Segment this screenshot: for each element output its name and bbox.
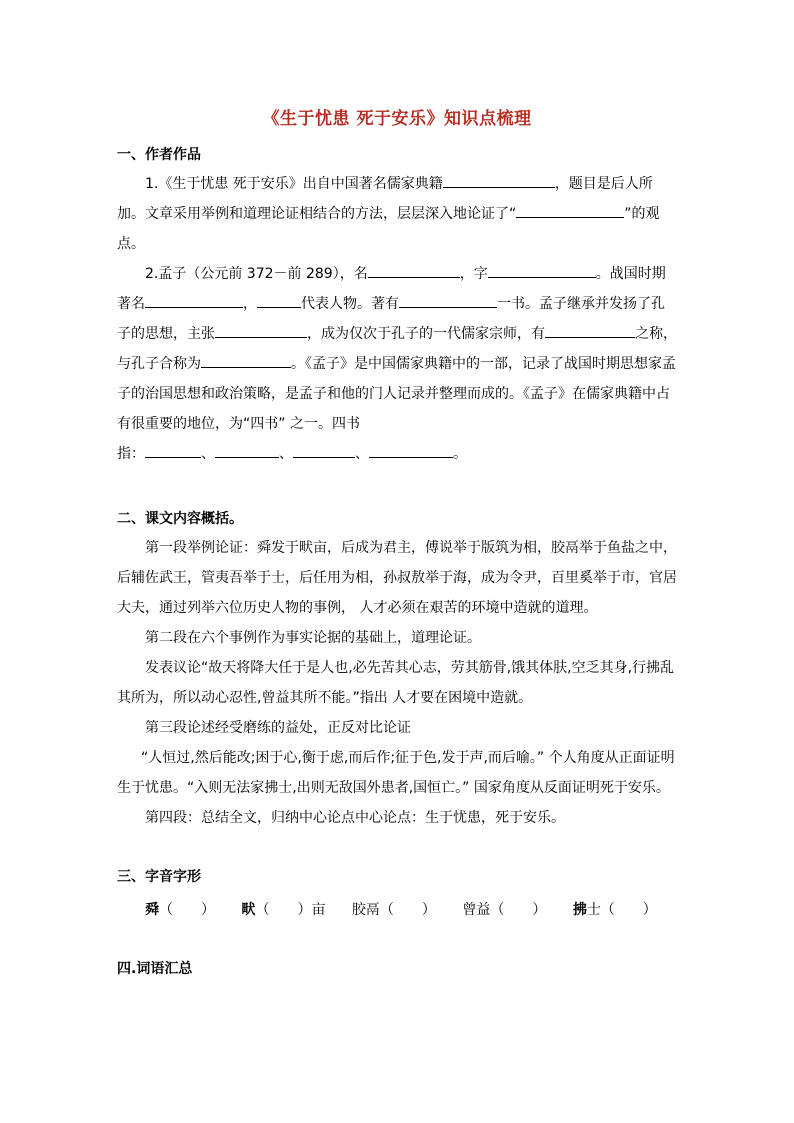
fill-blank[interactable] [145, 293, 243, 308]
section-2-paragraph-1: 第一段举例论证：舜发于畎亩，后成为君主，傅说举于版筑为相，胶鬲举于鱼盐之中，后辅佐武王，管夷吾举于士，后任用为相，孙叔敖举于海，成为令尹，百里奚举于市，官居大夫，通过列举六位历史人物的事例， 人才必须在艰苦的环境中造就的道理。 [117, 540, 677, 616]
character-item [145, 895, 215, 925]
text-segment: 。 [453, 446, 467, 462]
section-2-paragraph-4: 第三段论述经受磨练的益处，正反对比论证 [145, 720, 411, 736]
document-title: 《生于忧患 死于安乐》知识点梳理 [262, 109, 532, 129]
text-segment: 。《孟子》是中国儒家典籍中的一部，记录了战国时期思想家孟子的治国思想和政治策略，是孟子和他的门人记录并整理而成的。《孟子》在儒家典籍中占有很重要的地位，为“四书” 之一。四书 [117, 356, 676, 432]
section-1-heading: 一、作者作品 [117, 147, 201, 163]
character-item [352, 895, 436, 925]
section-2-paragraph-6: 第四段：总结全文，归纳中心论点中心论点：生于忧患，死于安乐。 [145, 810, 565, 826]
section-2-heading: 二、课文内容概括。 [117, 511, 243, 527]
separator: 、 [355, 446, 369, 462]
text-segment: ，成为仅次于孔子的一代儒家宗师，有 [307, 326, 545, 342]
text-segment: 1.《生于忧患 死于安乐》出自中国著名儒家典籍 [145, 176, 443, 192]
section-2-paragraph-3: 发表议论“故天将降大任于是人也,必先苦其心志，劳其筋骨,饿其体肤,空乏其身,行拂乱其所为，所以动心忍性,曾益其所不能。”指出 人才要在困境中造就。 [117, 660, 675, 706]
fill-blank[interactable] [369, 443, 453, 458]
text-segment: 指： [117, 446, 145, 462]
section-1-paragraph-3 [117, 439, 677, 469]
fill-blank[interactable] [215, 323, 307, 338]
separator: 、 [201, 446, 215, 462]
fill-blank[interactable] [215, 443, 279, 458]
fill-blank[interactable] [257, 293, 301, 308]
character-bold: 畎 [241, 902, 256, 918]
character-rest: （ ） [159, 902, 215, 918]
text-segment: 。战国时期著名 [117, 266, 666, 312]
text-segment: ，字 [459, 266, 488, 282]
character-item [462, 895, 546, 925]
fill-blank[interactable] [488, 263, 596, 278]
section-1-paragraph-1 [117, 169, 677, 259]
text-segment: 代表人物。著有 [301, 296, 399, 312]
fill-blank[interactable] [443, 173, 555, 188]
text-segment: ， [243, 296, 257, 312]
text-segment: ”的观点。 [117, 206, 660, 252]
character-rest: （ ）亩 [255, 902, 326, 918]
fill-blank[interactable] [399, 293, 497, 308]
text-segment: 一书。孟子继承并发扬了孔子的思想，主张 [117, 296, 665, 342]
character-item [573, 895, 657, 925]
fill-blank[interactable] [145, 443, 201, 458]
character-rest: 胶鬲（ ） [351, 902, 436, 918]
text-segment: ，题目是后人所加。文章采用举例和道理论证相结合的方法，层层深入地论证了“ [117, 176, 653, 222]
fill-blank[interactable] [516, 203, 624, 218]
fill-blank[interactable] [545, 323, 635, 338]
section-2-paragraph-5: “人恒过,然后能改;困于心,衡于虑,而后作;征于色,发于声,而后喻。” 个人角度从正面证明生于忧患。“入则无法家拂士,出则无敌国外患者,国恒亡。” 国家角度从反面证明死于安乐。 [117, 750, 675, 796]
section-2-paragraph-2: 第二段在六个事例作为事实论据的基础上，道理论证。 [145, 630, 481, 646]
section-1-paragraph-2 [117, 259, 677, 439]
character-rest: 士（ ） [586, 902, 657, 918]
fill-blank[interactable] [368, 263, 460, 278]
text-segment: 2.孟子（公元前 372－前 289），名 [145, 266, 368, 282]
fill-blank[interactable] [293, 443, 355, 458]
fill-blank[interactable] [201, 353, 291, 368]
text-segment: 之称，与孔子合称为 [117, 326, 677, 372]
character-item [241, 895, 325, 925]
character-bold: 拂 [572, 902, 587, 918]
separator: 、 [279, 446, 293, 462]
character-list [117, 895, 677, 925]
document-page [117, 104, 677, 983]
character-rest: 曾益（ ） [462, 902, 547, 918]
section-3-heading: 三、字音字形 [117, 869, 201, 885]
character-bold: 舜 [145, 902, 159, 918]
section-4-heading: 四.词语汇总 [117, 961, 193, 977]
